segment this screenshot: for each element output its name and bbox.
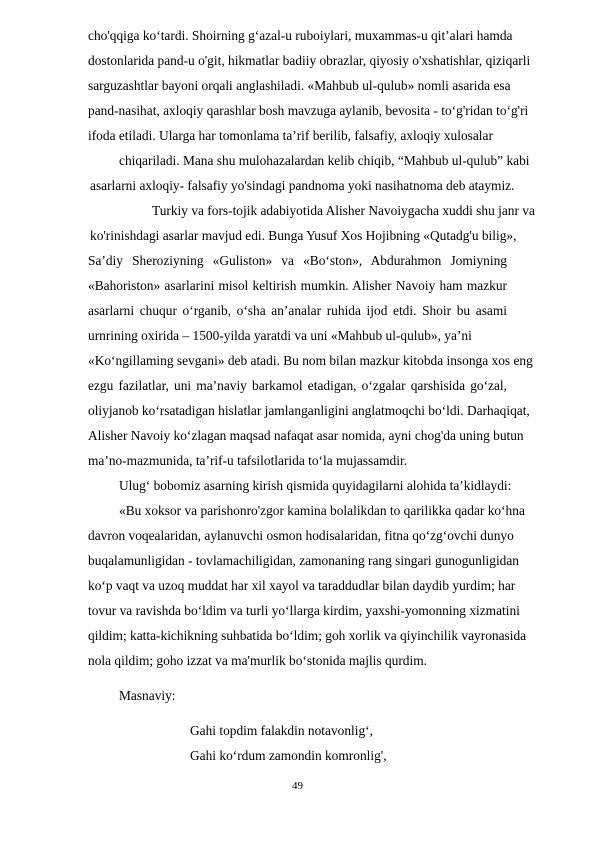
text-line: urnrining oxirida – 1500-yilda yaratdi va uni «Mahbub ul-qulub», ya’ni <box>88 328 472 343</box>
text-line: ko'rinishdagi asarlar mavjud edi. Bunga Yusuf Xos Hojibning «Qutadg'u bilig», <box>90 228 517 243</box>
text-line: asarlarni axloqiy- falsafiy yo'sindagi pandnoma yoki nasihatnoma deb ataymiz. <box>90 178 515 193</box>
text-line: asarlarni chuqur o‘rganib, o‘sha an’analar ruhida ijod etdi. Shoir bu asami <box>88 303 507 318</box>
text-line: cho'qqiga ko‘tardi. Shoirning g‘azal-u ruboiylari, muxammas-u qit’alari hamda <box>88 28 513 43</box>
masnaviy-label: Masnaviy: <box>119 688 176 703</box>
text-line: oliyjanob ko‘rsatadigan hislatlar jamlanganligini anglatmoqchi bo‘ldi. Darhaqiqat, <box>88 403 530 418</box>
text-line: Turkiy va fors-tojik adabiyotida Alisher Navoiygacha xuddi shu janr va <box>152 203 535 218</box>
text-line: chiqariladi. Mana shu mulohazalardan kelib chiqib, “Mahbub ul-qulub” kabi <box>119 153 530 168</box>
text-line: dostonlarida pand-u o'git, hikmatlar badiiy obrazlar, qiyosiy o'xshatishlar, qiziqarli <box>88 53 531 68</box>
text-line: nola qildim; goho izzat va ma'murlik bo‘stonida majlis qurdim. <box>88 653 427 668</box>
text-line: davron voqealaridan, aylanuvchi osmon hodisalaridan, fitna qo‘zg‘ovchi dunyo <box>88 528 514 543</box>
text-line: «Bahoriston» asarlarini misol keltirish mumkin. Alisher Navoiy ham mazkur <box>88 278 507 293</box>
text-line: «Ko‘ngillaming sevgani» deb atadi. Bu nom bilan mazkur kitobda insonga xos eng <box>88 353 533 368</box>
text-line: ma’no-mazmunida, ta’rif-u tafsilotlarida to‘la mujassamdir. <box>88 453 408 468</box>
text-line: Alisher Navoiy ko‘zlagan maqsad nafaqat asar nomida, ayni chog'da uning butun <box>88 428 524 443</box>
text-line: tovur va ravishda bo‘ldim va turli yo‘llarga kirdim, yaxshi-yomonning xizmatini <box>88 603 520 618</box>
text-line: «Bu xoksor va parishonro'zgor kamina bolalikdan to qarilikka qadar ko‘hna <box>119 503 525 518</box>
text-line: qildim; katta-kichikning suhbatida bo‘ldim; goh xorlik va qiyinchilik vayronasida <box>88 628 527 643</box>
verse-line: Gahi topdim falakdin notavonlig‘, <box>190 723 373 738</box>
text-line: ifoda etiladi. Ularga har tomonlama ta’rif berilib, falsafiy, axloqiy xulosalar <box>88 128 493 143</box>
text-line: sarguzashtlar bayoni orqali anglashiladi. «Mahbub ul-qulub» nomli asarida esa <box>88 78 511 93</box>
text-line: Sa’diy Sheroziyning «Guliston» va «Bo‘ston», Abdurahmon Jomiyning <box>88 253 507 268</box>
text-line: pand-nasihat, axloqiy qarashlar bosh mavzuga aylanib, bevosita - to‘g'ridan to‘g'ri <box>88 103 529 118</box>
text-line: Ulug‘ bobomiz asarning kirish qismida quyidagilarni alohida ta’kidlaydi: <box>119 478 512 493</box>
text-line: buqalamunligidan - tovlamachiligidan, zamonaning rang singari gunogunligidan <box>88 553 520 568</box>
text-line: ko‘p vaqt va uzoq muddat har xil xayol va taraddudlar bilan daydib yurdim; har <box>88 578 516 593</box>
text-line: ezgu fazilatlar, uni ma’naviy barkamol etadigan, o‘zgalar qarshisida go‘zal, <box>88 378 507 393</box>
page-number: 49 <box>292 780 303 792</box>
verse-line: Gahi ko‘rdum zamondin komronlig', <box>190 748 387 763</box>
